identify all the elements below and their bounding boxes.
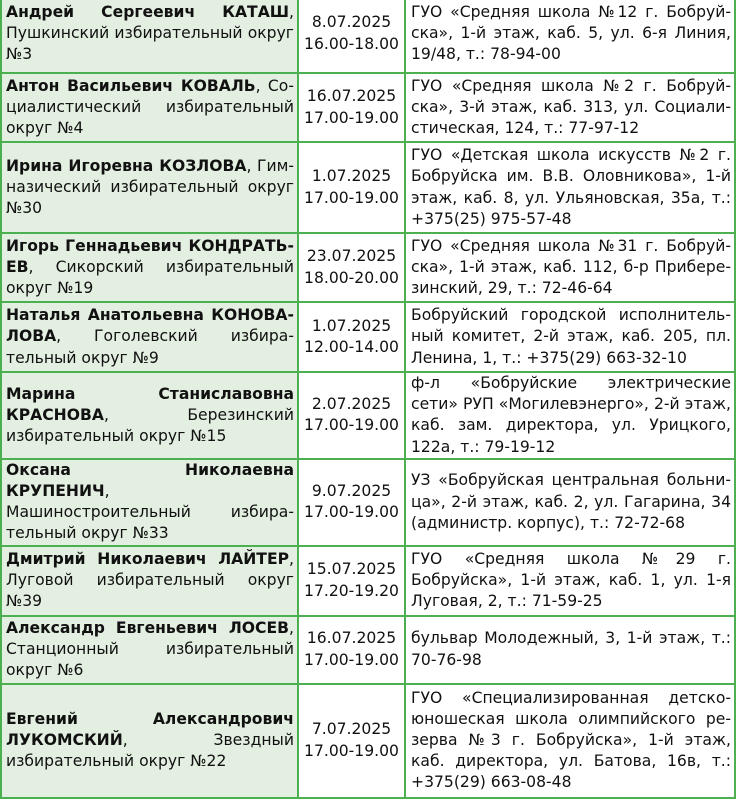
reception-location-cell	[405, 302, 735, 372]
reception-location-cell	[405, 372, 735, 459]
reception-datetime-cell	[298, 372, 405, 459]
deputy-name: Дмитрий Николаевич ЛАЙТЕР	[6, 549, 290, 568]
reception-time: 17.00-19.00	[304, 650, 399, 669]
table-row	[1, 459, 735, 546]
electoral-district: , Машиностроительный избирательный округ №33	[6, 482, 294, 543]
table-row	[1, 372, 735, 459]
deputy-cell	[1, 142, 298, 233]
reception-location-cell	[405, 684, 735, 798]
reception-location-cell	[405, 73, 735, 142]
deputy-name: Игорь Геннадьевич КОНДРАТЬЕВ	[6, 236, 294, 276]
deputy-cell	[1, 684, 298, 798]
deputy-name: Евгений Александрович ЛУКОМСКИЙ	[6, 709, 294, 750]
deputy-cell	[1, 302, 298, 372]
table-row	[1, 684, 735, 798]
deputy-cell	[1, 0, 298, 73]
deputy-cell	[1, 546, 298, 616]
reception-date: 16.07.2025	[306, 629, 397, 648]
deputy-name: Ирина Игоревна КОЗЛОВА	[6, 156, 247, 175]
electoral-district: , Станционный избирательный округ №6	[6, 618, 294, 680]
reception-datetime-cell	[298, 684, 405, 798]
reception-location-cell	[405, 616, 735, 684]
deputy-name: Антон Васильевич КОВАЛЬ	[6, 76, 256, 95]
reception-datetime-cell	[298, 302, 405, 372]
reception-date: 7.07.2025	[311, 720, 392, 739]
reception-datetime-cell	[298, 459, 405, 546]
reception-location: ГУО «Средняя школа №2 г. Бобруйска», 3-й этаж, каб. 313, ул. Социалистическая, 124, т.: 77-97-12	[411, 76, 731, 138]
table-row	[1, 73, 735, 142]
reception-location-cell	[405, 546, 735, 616]
reception-time: 18.00-20.00	[304, 268, 399, 287]
reception-date: 15.07.2025	[306, 560, 397, 579]
reception-location: бульвар Молодежный, 3, 1-й этаж, т.: 70-76-98	[411, 629, 731, 669]
table-row	[1, 616, 735, 684]
deputy-name: Марина Станиславовна КРАСНОВА	[6, 384, 294, 424]
electoral-district: , Луговой избирательный округ №39	[6, 549, 294, 611]
reception-time: 17.00-19.00	[304, 416, 399, 435]
deputy-cell	[1, 372, 298, 459]
reception-date: 2.07.2025	[311, 395, 392, 414]
deputy-name: Оксана Николаевна КРУПЕНИЧ	[6, 460, 294, 501]
electoral-district: , Социалистический избирательный округ №4	[6, 76, 294, 138]
reception-datetime-cell	[298, 142, 405, 233]
reception-datetime-cell	[298, 73, 405, 142]
reception-time: 17.00-19.00	[304, 188, 399, 207]
deputy-cell	[1, 233, 298, 302]
electoral-district: , Пушкинский избирательный округ №3	[6, 2, 294, 64]
reception-date: 8.07.2025	[311, 13, 392, 32]
reception-time: 17.00-19.00	[304, 503, 399, 522]
table-body	[1, 0, 735, 798]
reception-location: ГУО «Средняя школа №31 г. Бобруйска», 1-й этаж, каб. 112, б-р Приберезинский, 29, т.: 72-46-64	[411, 236, 731, 298]
reception-time: 16.00-18.00	[304, 34, 399, 53]
table-row	[1, 233, 735, 302]
table-row	[1, 0, 735, 73]
reception-datetime-cell	[298, 233, 405, 302]
deputy-name: Александр Евгеньевич ЛОСЕВ	[6, 618, 290, 637]
reception-location: Бобруйский городской исполнительный комитет, 2-й этаж, каб. 205, пл. Ленина, 1, т.: +375(29) 663-32-10	[411, 306, 731, 367]
electoral-district: , Березинский избирательный округ №15	[6, 405, 294, 445]
electoral-district: , Гимназический избирательный округ №30	[6, 156, 294, 218]
reception-location: УЗ «Бобруйская центральная больница», 2-й этаж, каб. 2, ул. Гагарина, 34 (администр. корпус), т.: 72-72-68	[411, 471, 731, 532]
table-row	[1, 546, 735, 616]
reception-date: 16.07.2025	[306, 87, 397, 106]
reception-time: 17.20-19.20	[304, 581, 399, 600]
reception-datetime-cell	[298, 616, 405, 684]
electoral-district: , Гоголевский избирательный округ №9	[6, 327, 294, 367]
reception-date: 1.07.2025	[311, 316, 392, 335]
reception-location: ГУО «Средняя школа №12 г. Бобруйска», 1-й этаж, каб. 5, ул. 6-я Линия, 19/48, т.: 78-94-00	[411, 2, 731, 64]
reception-location: ГУО «Специализированная детско-юношеская школа олимпийского резерва №3 г. Бобруйска», 1-й этаж, каб. директора, ул. Батова, 16в, т.: +375(29) 663-08-48	[411, 688, 731, 792]
deputy-cell	[1, 73, 298, 142]
reception-time: 12.00-14.00	[304, 338, 399, 356]
reception-location-cell	[405, 459, 735, 546]
deputy-name: Наталья Анатольевна КОНОВАЛОВА	[6, 306, 294, 346]
reception-location: ГУО «Детская школа искусств №2 г. Бобруйска им. В.В. Оловникова», 1-й этаж, каб. 8, ул. Ульяновская, 35а, т.: +375(25) 975-57-48	[411, 146, 731, 228]
deputy-name: Андрей Сергеевич КАТАШ	[6, 2, 290, 21]
electoral-district: , Сикорский избирательный округ №19	[6, 257, 294, 298]
reception-location: ф-л «Бобруйские электрические сети» РУП «Могилевэнерго», 2-й этаж, каб. зам. директора, ул. Урицкого, 122а, т.: 79-19-12	[411, 374, 731, 456]
reception-location: ГУО «Средняя школа №29 г. Бобруйска», 1-й этаж, каб. 1, ул. 1-я Луговая, 2, т.: 71-59-25	[411, 549, 731, 611]
reception-datetime-cell	[298, 546, 405, 616]
electoral-district: , Звездный избирательный округ №22	[6, 731, 294, 771]
reception-date: 23.07.2025	[306, 247, 397, 266]
reception-location-cell	[405, 142, 735, 233]
reception-time: 17.00-19.00	[304, 108, 399, 127]
reception-time: 17.00-19.00	[304, 741, 399, 760]
reception-location-cell	[405, 233, 735, 302]
reception-location-cell	[405, 0, 735, 73]
deputy-cell	[1, 616, 298, 684]
deputy-cell	[1, 459, 298, 546]
reception-datetime-cell	[298, 0, 405, 73]
reception-date: 1.07.2025	[311, 167, 392, 186]
reception-date: 9.07.2025	[311, 482, 392, 501]
table-row	[1, 302, 735, 372]
table-row	[1, 142, 735, 233]
